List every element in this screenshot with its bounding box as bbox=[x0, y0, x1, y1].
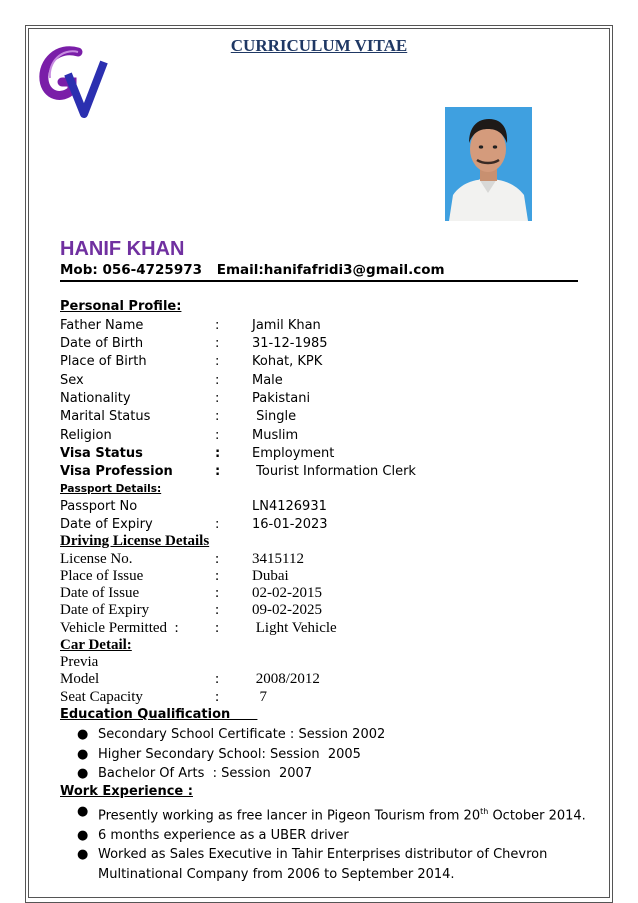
candidate-name: HANIF KHAN bbox=[60, 238, 185, 260]
list-item: ● Bachelor Of Arts : Session 2007 bbox=[60, 764, 385, 784]
bullet-icon: ● bbox=[77, 746, 89, 762]
work-experience-heading: Work Experience : bbox=[60, 784, 193, 799]
driving-license-heading: Driving License Details bbox=[60, 533, 210, 549]
car-detail-heading: Car Detail: bbox=[60, 637, 132, 653]
work-list bbox=[60, 802, 586, 884]
contact-line bbox=[60, 262, 578, 282]
cv-title: CURRICULUM VITAE bbox=[230, 36, 408, 55]
education-list bbox=[60, 725, 385, 784]
list-item: ● Secondary School Certificate : Session 2002 bbox=[60, 725, 385, 745]
list-item: ● Presently working as free lancer in Pigeon Tourism from 20th October 2014. bbox=[77, 804, 586, 824]
list-item: ● Higher Secondary School: Session 2005 bbox=[60, 745, 385, 765]
list-item: ● Worked as Sales Executive in Tahir Enterprises distributor of Chevron Multinational Company from 2006 to September 2014. bbox=[77, 847, 548, 882]
bullet-icon: ● bbox=[77, 727, 89, 742]
bullet-icon: ● bbox=[77, 827, 89, 843]
profile-photo bbox=[445, 107, 532, 221]
gv-logo bbox=[38, 44, 108, 120]
education-heading: Education Qualification bbox=[60, 707, 258, 722]
mobile-number: Mob: 056-4725973 bbox=[60, 262, 203, 278]
bullet-icon: ● bbox=[77, 847, 89, 863]
email-address: Email:hanifafridi3@gmail.com bbox=[216, 262, 445, 278]
passport-heading: Passport Details: bbox=[60, 483, 162, 495]
bullet-icon: ● bbox=[77, 766, 89, 781]
list-item: ● 6 months experience as a UBER driver bbox=[60, 826, 586, 846]
bullet-icon: ● bbox=[77, 804, 89, 819]
personal-profile-heading: Personal Profile: bbox=[60, 299, 182, 314]
